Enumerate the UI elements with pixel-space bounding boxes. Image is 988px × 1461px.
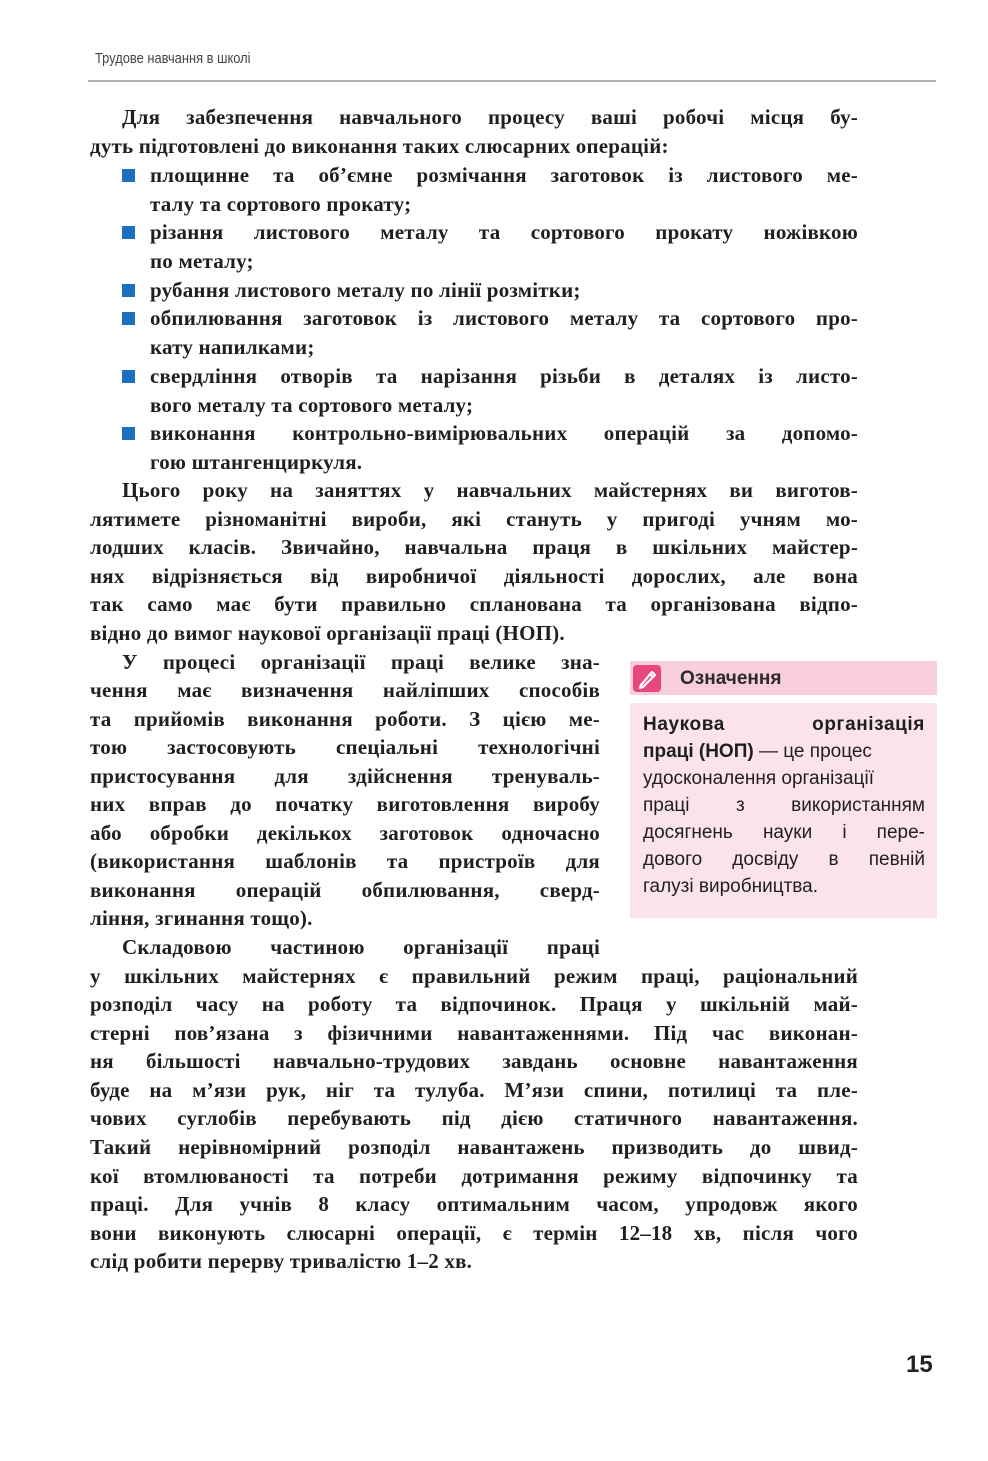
bullet-marker bbox=[122, 427, 135, 440]
bullet-marker bbox=[122, 284, 135, 297]
list-item-cont: по металу; bbox=[150, 249, 254, 273]
list-item: рубання листового металу по лінії розмітки; bbox=[150, 278, 581, 302]
list-item: різання листового металу та сортового прокату ножівкою bbox=[150, 220, 858, 244]
body-line: чення має визначення найліпших способів bbox=[90, 678, 600, 702]
body-line: Складовою частиною організації праці bbox=[122, 935, 600, 959]
definition-header-gap bbox=[630, 695, 937, 703]
list-item-cont: талу та сортового прокату; bbox=[150, 192, 412, 216]
body-line: ління, згинання тощо). bbox=[90, 906, 313, 930]
body-line: У процесі організації праці велике зна- bbox=[122, 650, 600, 674]
definition-line: досягнень науки і пере- bbox=[643, 822, 925, 843]
body-line: чових суглобів перебувають під дією статичного навантаження. bbox=[90, 1106, 858, 1130]
bullet-marker bbox=[122, 312, 135, 325]
definition-term: Наукова організація bbox=[643, 714, 925, 735]
body-line: відно до вимог наукової організації праці (НОП). bbox=[90, 621, 565, 645]
body-line: Цього року на заняттях у навчальних майстернях ви виготов- bbox=[122, 478, 858, 502]
body-line: або обробки декількох заготовок одночасно bbox=[90, 821, 600, 845]
definition-line: дового досвіду в певній bbox=[643, 849, 925, 870]
bullet-marker bbox=[122, 169, 135, 182]
body-line: праці. Для учнів 8 класу оптимальним часом, упродовж якого bbox=[90, 1192, 858, 1216]
body-line: них вправ до початку виготовлення виробу bbox=[90, 792, 600, 816]
body-line: лятимете різноманітні вироби, які стануть у пригоді учням мо- bbox=[90, 507, 858, 531]
body-line: виконання операцій обпилювання, сверд- bbox=[90, 878, 600, 902]
body-line: кої втомлюваності та потреби дотримання режиму відпочинку та bbox=[90, 1164, 858, 1188]
body-line: буде на м’язи рук, ніг та тулуба. М’язи спини, потилиці та пле- bbox=[90, 1078, 858, 1102]
body-line: та прийомів виконання роботи. З цією ме- bbox=[90, 707, 600, 731]
list-item-cont: кату напилками; bbox=[150, 335, 315, 359]
body-line: вони виконують слюсарні операції, є термін 12–18 хв, після чого bbox=[90, 1221, 858, 1245]
body-line: тою застосовують спеціальні технологічні bbox=[90, 735, 600, 759]
definition-line: праці (НОП) — це процес bbox=[643, 741, 872, 762]
body-line: розподіл часу на роботу та відпочинок. Праця у шкільній май- bbox=[90, 992, 858, 1016]
bullet-marker bbox=[122, 226, 135, 239]
running-header: Трудове навчання в школі bbox=[95, 50, 251, 67]
intro-line: Для забезпечення навчального процесу ваші робочі місця бу- bbox=[122, 105, 858, 129]
definition-line: праці з використанням bbox=[643, 795, 925, 816]
page-number: 15 bbox=[906, 1351, 933, 1378]
body-line: так само має бути правильно спланована та організована відпо- bbox=[90, 592, 858, 616]
list-item: виконання контрольно-вимірювальних операцій за допомо- bbox=[150, 421, 858, 445]
body-line: слід робити перерву тривалістю 1–2 хв. bbox=[90, 1249, 473, 1273]
body-line: у шкільних майстернях є правильний режим праці, раціональний bbox=[90, 964, 858, 988]
body-line: лодших класів. Звичайно, навчальна праця в шкільних майстер- bbox=[90, 535, 858, 559]
body-line: Такий нерівномірний розподіл навантажень призводить до швид- bbox=[90, 1135, 858, 1159]
body-line: ня більшості навчально-трудових завдань основне навантаження bbox=[90, 1049, 858, 1073]
bullet-marker bbox=[122, 370, 135, 383]
body-line: пристосування для здійснення тренуваль- bbox=[90, 764, 600, 788]
list-item: свердління отворів та нарізання різьби в деталях із листо- bbox=[150, 364, 858, 388]
definition-line: удосконалення організації bbox=[643, 768, 874, 789]
definition-heading: Означення bbox=[680, 668, 782, 689]
list-item-cont: вого металу та сортового металу; bbox=[150, 393, 474, 417]
intro-line: дуть підготовлені до виконання таких слюсарних операцій: bbox=[90, 134, 669, 158]
header-rule bbox=[88, 80, 936, 82]
list-item: обпилювання заготовок із листового металу та сортового про- bbox=[150, 306, 858, 330]
pencil-icon bbox=[633, 665, 661, 692]
list-item-cont: гою штангенциркуля. bbox=[150, 450, 363, 474]
definition-header-bar bbox=[630, 661, 937, 695]
definition-box-zigzag-edge bbox=[630, 910, 937, 922]
body-line: стерні пов’язана з фізичними навантаженнями. Під час виконан- bbox=[90, 1021, 858, 1045]
body-line: нях відрізняється від виробничої діяльності дорослих, але вона bbox=[90, 564, 858, 588]
list-item: площинне та об’ємне розмічання заготовок із листового ме- bbox=[150, 163, 858, 187]
body-line: (використання шаблонів та пристроїв для bbox=[90, 849, 600, 873]
definition-line: галузі виробництва. bbox=[643, 876, 819, 897]
